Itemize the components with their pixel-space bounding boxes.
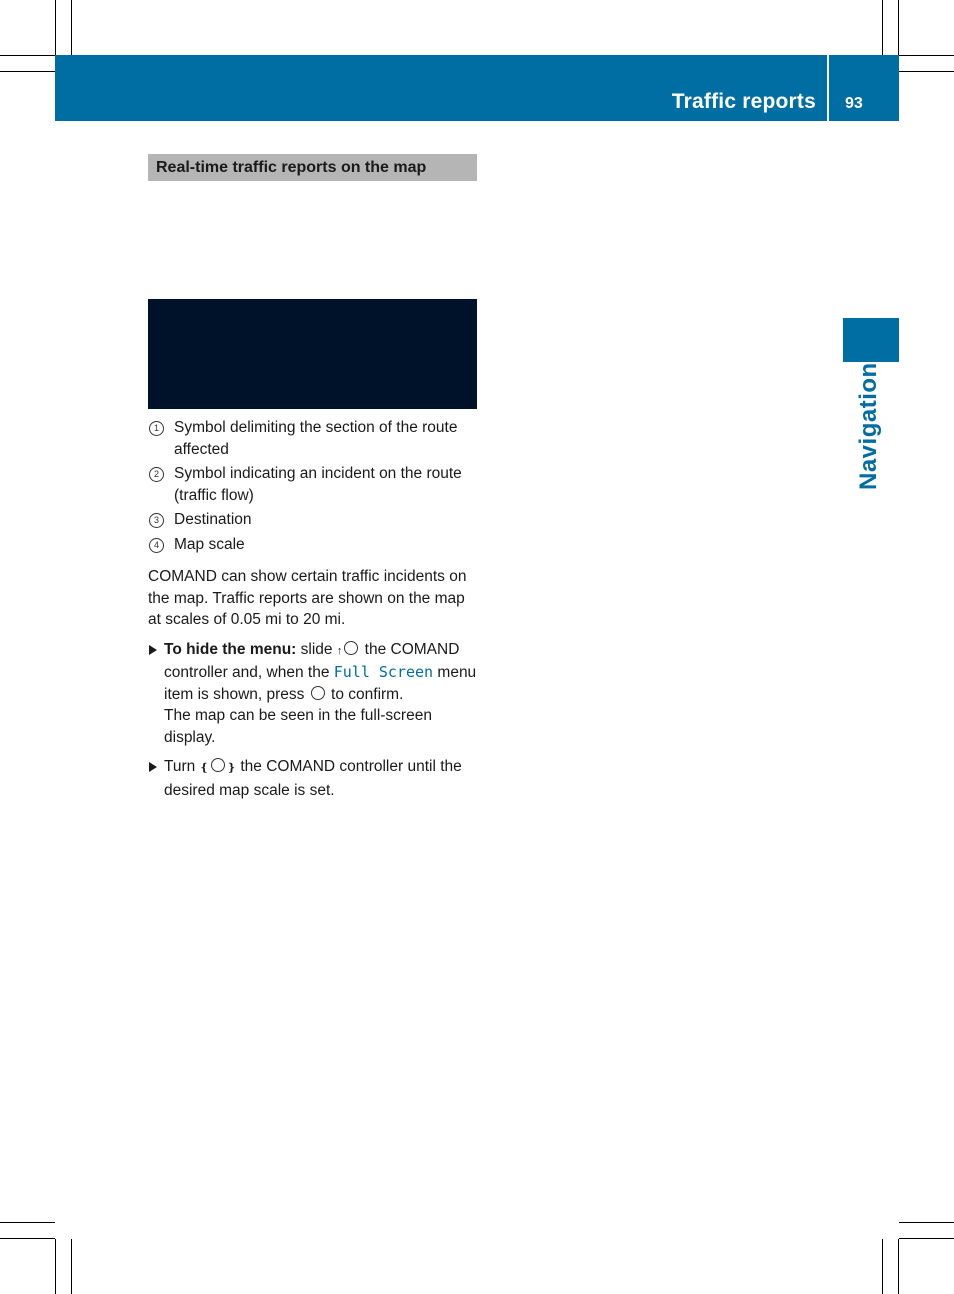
legend-item [148, 509, 478, 531]
arrow-up-icon: ↑ [336, 644, 343, 657]
legend-number: 2 [149, 467, 164, 482]
legend-number: 1 [149, 421, 164, 436]
legend-text: Symbol indicating an incident on the route (traffic flow) [174, 465, 462, 504]
menu-item-full-screen: Full Screen [333, 663, 434, 681]
step-text: slide [300, 640, 333, 658]
crop-mark [898, 0, 899, 55]
page-number: 93 [845, 95, 863, 112]
page-title: Traffic reports [671, 90, 816, 113]
crop-mark [0, 1222, 55, 1223]
legend-text: Map scale [174, 535, 245, 553]
section-heading: Real-time traffic reports on the map [148, 154, 477, 181]
legend-item [148, 463, 478, 506]
step-text: the COMAND controller until the desired map scale is set. [164, 758, 462, 799]
intro-paragraph: COMAND can show certain traffic incidents on the map. Traffic reports are shown on the map at scales of 0.05 mi to 20 mi. [148, 568, 467, 628]
crop-mark [55, 0, 56, 55]
step-turn [148, 756, 478, 801]
side-tab-label: Navigation [855, 362, 882, 490]
controller-icon [211, 758, 225, 772]
crop-mark [0, 71, 55, 72]
crop-mark [0, 1238, 55, 1239]
step-label: To hide the menu: [164, 640, 297, 658]
side-tab-block [843, 318, 899, 362]
crop-mark [899, 1222, 954, 1223]
crop-mark [71, 0, 72, 55]
crop-mark [899, 55, 954, 56]
crop-mark [899, 71, 954, 72]
turn-right-icon: ❵ [226, 762, 237, 774]
crop-mark [0, 55, 55, 56]
step-hide-menu [148, 639, 478, 749]
crop-mark [71, 1239, 72, 1294]
content-column [148, 417, 478, 801]
turn-left-icon: ❴ [199, 762, 209, 774]
legend-item [148, 417, 478, 460]
crop-mark [898, 1239, 899, 1294]
crop-mark [882, 0, 883, 55]
step-text: menu item is shown, press [164, 664, 477, 703]
legend-text: Symbol delimiting the section of the route affected [174, 419, 458, 458]
crop-mark [899, 1238, 954, 1239]
controller-icon [344, 641, 358, 655]
crop-mark [55, 1239, 56, 1294]
step-arrow-icon [149, 762, 157, 772]
screen-image [148, 299, 477, 409]
legend-text: Destination [174, 511, 252, 528]
header-divider [827, 55, 829, 121]
crop-mark [882, 1239, 883, 1294]
step-result: The map can be seen in the full-screen display. [164, 707, 432, 746]
step-text: the COMAND controller and, when the [164, 640, 460, 681]
legend-item [148, 534, 478, 556]
step-text: to confirm. [331, 685, 404, 703]
press-controller-icon [311, 686, 325, 700]
step-text: Turn [164, 758, 196, 775]
step-arrow-icon [149, 645, 157, 655]
legend-number: 4 [149, 538, 164, 553]
legend-number: 3 [149, 513, 164, 528]
